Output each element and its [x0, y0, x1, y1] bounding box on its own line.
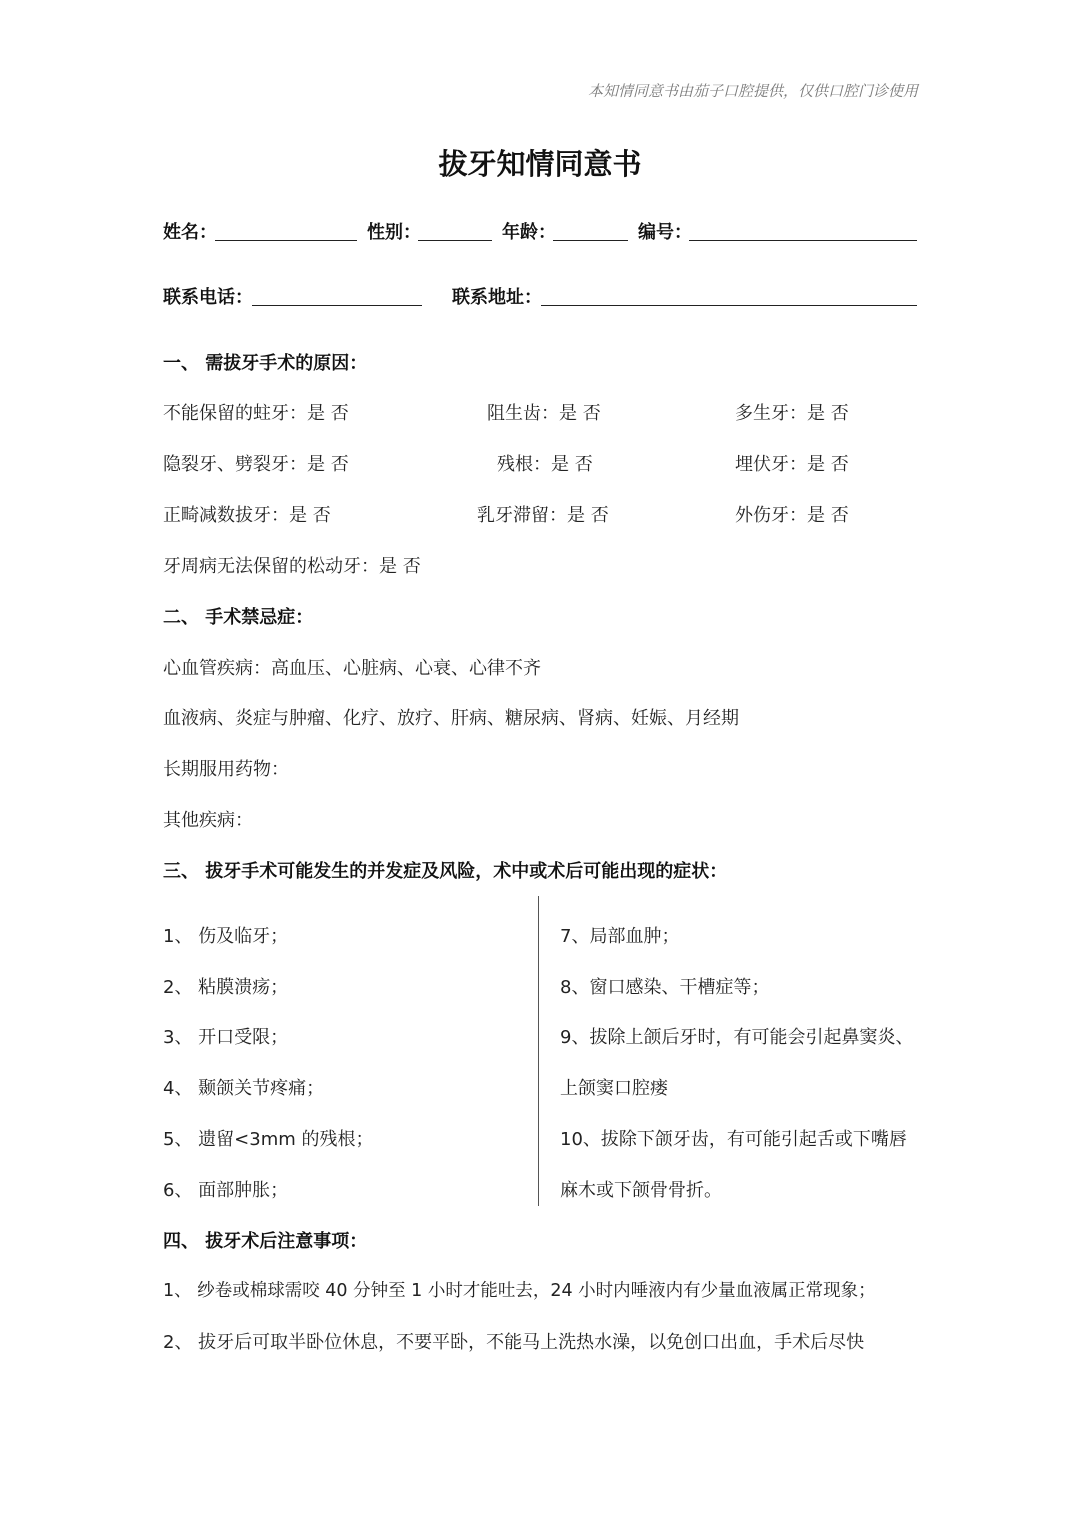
risk-item: 4、 颞颌关节疼痛；: [163, 1078, 325, 1099]
contraindication-line: 心血管疾病：高血压、心脏病、心衰、心律不齐: [163, 658, 541, 679]
phone-blank[interactable]: [252, 305, 422, 306]
age-label: 年龄：: [502, 222, 556, 243]
gender-label: 性别：: [367, 222, 421, 243]
address-label: 联系地址：: [452, 287, 542, 308]
section-3-heading: 三、 拔牙手术可能发生的并发症及风险，术中或术后可能出现的症状：: [163, 861, 728, 882]
reason-item: 外伤牙：是 否: [735, 505, 849, 526]
risk-item: 6、 面部肿胀；: [163, 1180, 289, 1201]
reason-item: 正畸减数拔牙：是 否: [163, 505, 331, 526]
risk-item: 9、拔除上颌后牙时，有可能会引起鼻窦炎、: [560, 1027, 914, 1048]
provider-note: 本知情同意书由茄子口腔提供，仅供口腔门诊使用: [587, 82, 918, 100]
reason-item: 阻生齿：是 否: [487, 403, 601, 424]
aftercare-line: 2、 拔牙后可取半卧位休息，不要平卧，不能马上洗热水澡，以免创口出血，手术后尽快: [163, 1332, 865, 1353]
contraindication-line: 其他疾病：: [163, 810, 253, 831]
risk-item: 10、拔除下颌牙齿，有可能引起舌或下嘴唇: [560, 1129, 907, 1150]
contraindication-line: 血液病、炎症与肿瘤、化疗、放疗、肝病、糖尿病、肾病、妊娠、月经期: [163, 708, 739, 729]
phone-label: 联系电话：: [163, 287, 253, 308]
age-blank[interactable]: [553, 240, 628, 241]
contraindication-line: 长期服用药物：: [163, 759, 289, 780]
name-blank[interactable]: [215, 240, 357, 241]
risk-item: 3、 开口受限；: [163, 1027, 289, 1048]
reason-item: 埋伏牙：是 否: [735, 454, 849, 475]
risk-item: 2、 粘膜溃疡；: [163, 977, 289, 998]
reason-item: 隐裂牙、劈裂牙：是 否: [163, 454, 349, 475]
reason-item: 残根：是 否: [497, 454, 593, 475]
address-blank[interactable]: [541, 305, 917, 306]
section-4-heading: 四、 拔牙术后注意事项：: [163, 1231, 368, 1252]
section-2-heading: 二、 手术禁忌症：: [163, 607, 314, 628]
reason-item: 不能保留的蛀牙：是 否: [163, 403, 349, 424]
reason-item: 多生牙：是 否: [735, 403, 849, 424]
risk-item: 1、 伤及临牙；: [163, 926, 289, 947]
aftercare-line: 1、 纱卷或棉球需咬 40 分钟至 1 小时才能吐去，24 小时内唾液内有少量血液属正常现象；: [163, 1281, 876, 1301]
page-title: 拔牙知情同意书: [438, 147, 642, 181]
reason-item: 乳牙滞留：是 否: [477, 505, 609, 526]
risk-item: 5、 遗留<3mm 的残根；: [163, 1129, 374, 1150]
reason-item: 牙周病无法保留的松动牙：是 否: [163, 556, 421, 577]
column-divider: [538, 896, 539, 1206]
name-label: 姓名：: [163, 222, 217, 243]
risk-item: 8、窗口感染、干槽症等；: [560, 977, 770, 998]
section-1-heading: 一、 需拔牙手术的原因：: [163, 353, 368, 374]
number-label: 编号：: [638, 222, 692, 243]
risk-item: 上颌窦口腔瘘: [560, 1078, 668, 1099]
risk-item: 麻木或下颌骨骨折。: [560, 1180, 722, 1201]
number-blank[interactable]: [689, 240, 917, 241]
risk-item: 7、局部血肿；: [560, 926, 680, 947]
gender-blank[interactable]: [418, 240, 492, 241]
